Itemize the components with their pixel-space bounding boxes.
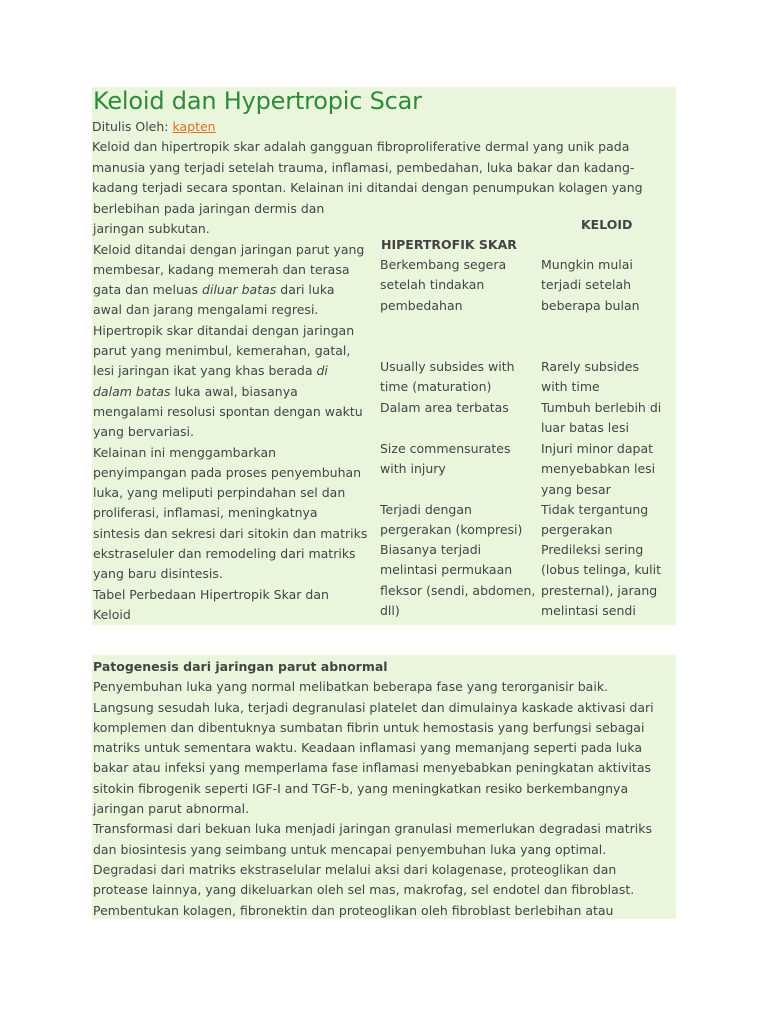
paragraph-line: Langsung sesudah luka, terjadi degranulasi platelet dan dimulainya kaskade aktivasi dari — [93, 699, 654, 715]
paragraph-line — [93, 280, 378, 300]
cell-line: luar batas lesi — [541, 420, 629, 436]
intro-line: Keloid dan hipertropik skar adalah gangguan fibroproliferative dermal yang unik pada — [92, 139, 630, 155]
cell-line: pergerakan — [541, 522, 613, 538]
paragraph-line: Transformasi dari bekuan luka menjadi jaringan granulasi memerlukan degradasi matriks — [93, 821, 652, 837]
table-cell-keloid — [541, 255, 640, 316]
paragraph-line: sintesis dan sekresi dari sitokin dan matriks — [93, 525, 368, 541]
paragraph-line: Keloid ditandai dengan jaringan parut yang — [93, 241, 365, 257]
paragraph-line: matriks untuk sementara waktu. Keadaan inflamasi yang memanjang seperti pada luka — [93, 740, 642, 756]
paragraph-line: proliferasi, inflamasi, meningkatnya — [93, 505, 318, 521]
table-cell-keloid — [541, 500, 648, 541]
cell-line: Berkembang segera — [380, 257, 507, 272]
paragraph-line: Tabel Perbedaan Hipertropik Skar dan — [93, 586, 329, 602]
paragraph-line: yang bervariasi. — [93, 424, 194, 440]
paragraph-line: protease lainnya, yang dikeluarkan oleh sel mas, makrofag, sel endotel dan fibroblast. — [93, 882, 635, 898]
text-span: dari luka — [276, 282, 335, 298]
left-column-text — [93, 199, 378, 625]
table-cell-hipertrofik — [380, 439, 510, 480]
cell-line: fleksor (sendi, abdomen, — [380, 582, 536, 598]
cell-line: with injury — [380, 461, 446, 477]
intro-line: manusia yang terjadi setelah trauma, inflamasi, pembedahan, luka bakar dan kadang- — [92, 159, 635, 175]
text-span: lesi jaringan ikat yang khas berada — [93, 363, 317, 379]
cell-line: Dalam area terbatas — [380, 400, 509, 415]
paragraph-line: mengalami resolusi spontan dengan waktu — [93, 403, 363, 419]
paragraph-line: penyimpangan pada proses penyembuhan — [93, 464, 362, 480]
paragraph-line: yang baru disintesis. — [93, 566, 223, 582]
table-cell-hipertrofik — [380, 398, 509, 418]
paragraph-line: Pembentukan kolagen, fibronektin dan proteoglikan oleh fibroblast berlebihan atau — [93, 902, 614, 918]
cell-line: Predileksi sering — [541, 542, 644, 557]
section-heading: Patogenesis dari jaringan parut abnormal — [93, 659, 388, 674]
cell-line: pembedahan — [380, 297, 463, 313]
paragraph-line: Hipertropik skar ditandai dengan jaringan — [93, 322, 355, 338]
cell-line: yang besar — [541, 481, 611, 497]
paragraph-line: membesar, kadang memerah dan terasa — [93, 261, 350, 277]
table-header-hipertrofik: HIPERTROFIK SKAR — [381, 237, 517, 252]
cell-line: Tidak tergantung — [541, 502, 649, 517]
cell-line: Tumbuh berlebih di — [541, 400, 662, 415]
cell-line: dll) — [380, 602, 400, 618]
table-cell-hipertrofik — [380, 357, 515, 398]
table-cell-keloid — [541, 398, 661, 439]
paragraph-line: Penyembuhan luka yang normal melibatkan beberapa fase yang terorganisir baik. — [93, 679, 609, 695]
table-cell-keloid — [541, 439, 655, 500]
paragraph-line: awal dan jarang mengalami regresi. — [93, 302, 319, 318]
author-link[interactable]: kapten — [172, 119, 216, 134]
cell-line: terjadi setelah — [541, 277, 632, 293]
intro-line: kadang terjadi secara spontan. Kelainan ini ditandai dengan penumpukan kolagen yang — [92, 179, 643, 195]
paragraph-line: jaringan subkutan. — [93, 221, 210, 237]
paragraph-line: dan biosintesis yang seimbang untuk mencapai penyembuhan luka yang optimal. — [93, 841, 607, 857]
text-span: gata dan meluas — [93, 282, 203, 298]
paragraph-line: luka, yang meliputi perpindahan sel dan — [93, 485, 346, 501]
italic-text: dalam batas — [93, 383, 171, 399]
paragraph-line — [93, 382, 378, 402]
cell-line: melintasi permukaan — [380, 562, 513, 578]
cell-line: Rarely subsides — [541, 359, 639, 374]
cell-line: presternal), jarang — [541, 582, 658, 598]
cell-line: Biasanya terjadi — [380, 542, 482, 557]
paragraph-line: Kelainan ini menggambarkan — [93, 444, 277, 460]
author-line — [92, 117, 676, 137]
section-2-text — [93, 657, 654, 921]
table-cell-hipertrofik — [380, 500, 522, 541]
text-span: luka awal, biasanya — [170, 383, 298, 399]
cell-line: time (maturation) — [380, 379, 492, 395]
cell-line: with time — [541, 379, 600, 395]
cell-line: Size commensurates — [380, 441, 511, 456]
table-cell-hipertrofik — [380, 540, 535, 621]
cell-line: pergerakan (kompresi) — [380, 522, 523, 538]
cell-line: beberapa bulan — [541, 297, 640, 313]
article-block-1 — [92, 87, 676, 625]
paragraph-line: Keloid — [93, 606, 131, 622]
cell-line: Usually subsides with — [380, 359, 515, 374]
paragraph-line: bakar atau infeksi yang memperlama fase inflamasi menyebabkan peningkatan aktivitas — [93, 760, 651, 776]
cell-line: Injuri minor dapat — [541, 441, 654, 456]
cell-line: melintasi sendi — [541, 602, 636, 618]
paragraph-line: Degradasi dari matriks ekstraselular melalui aksi dari kolagenase, proteoglikan dan — [93, 861, 617, 877]
cell-line: (lobus telinga, kulit — [541, 562, 661, 578]
article-block-2 — [92, 655, 676, 919]
italic-text: di — [316, 363, 328, 379]
table-header-keloid: KELOID — [581, 217, 633, 232]
cell-line: setelah tindakan — [380, 277, 485, 293]
cell-line: Mungkin mulai — [541, 257, 633, 272]
italic-text: diluar batas — [202, 282, 277, 298]
paragraph-line: komplemen dan dibentuknya sumbatan fibrin untuk hemostasis yang berfungsi sebagai — [93, 719, 645, 735]
table-cell-keloid — [541, 540, 661, 621]
paragraph-line: ekstraseluler dan remodeling dari matriks — [93, 546, 356, 562]
cell-line: menyebabkan lesi — [541, 461, 656, 477]
paragraph-line: jaringan parut abnormal. — [93, 801, 250, 817]
table-cell-hipertrofik — [380, 255, 506, 316]
paragraph-line: parut yang menimbul, kemerahan, gatal, — [93, 343, 351, 359]
paragraph-line: sitokin fibrogenik seperti IGF-I and TGF-b, yang meningkatkan resiko berkembangnya — [93, 780, 629, 796]
paragraph-line: berlebihan pada jaringan dermis dan — [93, 201, 325, 216]
author-prefix: Ditulis Oleh: — [92, 119, 173, 134]
table-cell-keloid — [541, 357, 639, 398]
article-title: Keloid dan Hypertropic Scar — [93, 87, 422, 115]
cell-line: Terjadi dengan — [380, 502, 472, 517]
paragraph-line — [93, 361, 378, 381]
